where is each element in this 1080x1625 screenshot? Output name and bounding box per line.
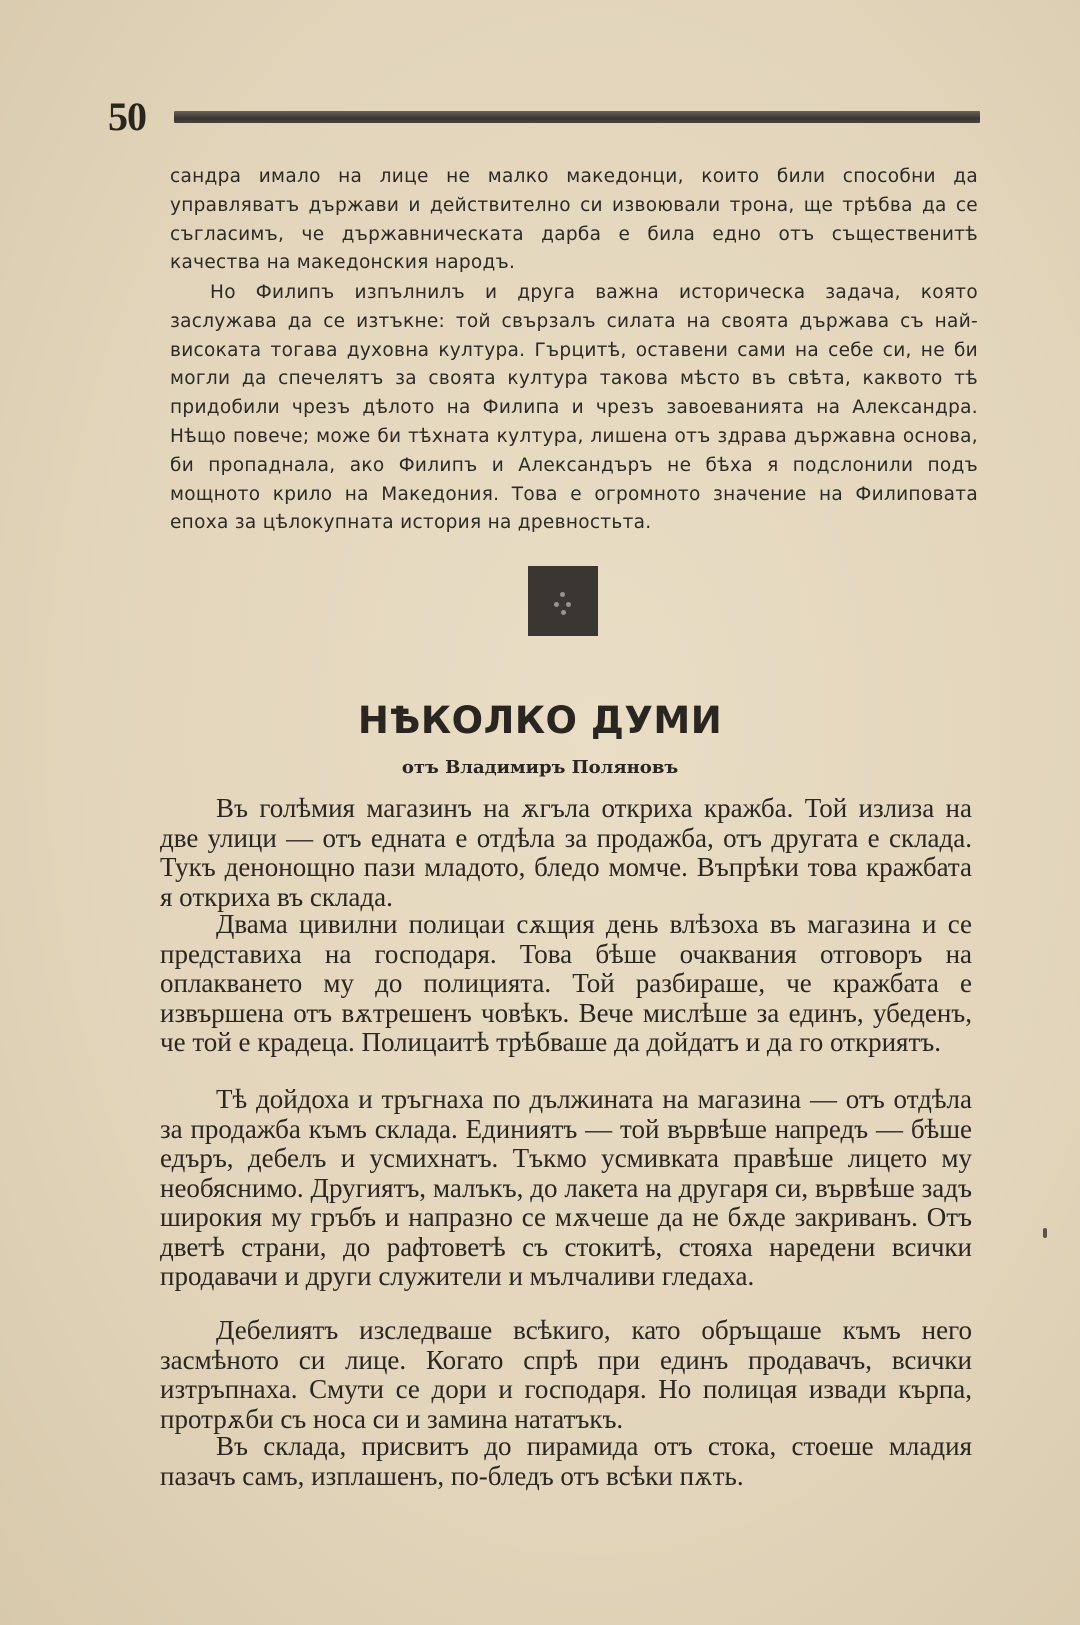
story-paragraph-2: Двама цивилни полицаи сѫщия день влѣзоха въ магазина и се представиха на господаря. Това бѣше очаквания отговоръ на оплакването му до полицията. Той разбираше, че кражбата е извършена отъ вѫтрешенъ човѣкъ. Вече мислѣше за единъ, убеденъ, че той е крадеца. Полицаитѣ трѣбваше да дойдатъ и да го откриятъ. [160, 909, 972, 1057]
essay-paragraph-2: Но Филипъ изпълнилъ и друга важна историческа задача, която заслужава да се изтъкне: той свързалъ силата на своята държава съ най-високата тогава духовна култура. Гърцитѣ, оставени сами на себе си, не би могли да спечелятъ за своята култура такова мѣсто въ свѣта, каквото тѣ придобили чрезъ дѣлото на Филипа и чрезъ завоеванията на Александра. Нѣщо повече; може би тѣхната култура, лишена отъ здрава държавна основа, би пропаднала, ако Филипъ и Александъръ не бѣха я подслонили подъ мощното крило на Македония. Това е огромното значение на Филиповата епоха за цѣлокупната история на древностьта. [170, 282, 978, 534]
story-paragraph-3: Тѣ дойдоха и тръгнаха по дължината на магазина — отъ отдѣла за продажба къмъ склада. Единиятъ — той вървѣше напредъ — бѣше едъръ, дебелъ и усмихнатъ. Тъкмо усмивката правѣше лицето му необяснимо. Другиятъ, малъкъ, до лакета на другаря си, вървѣше задъ широкия му гръбъ и напразно се мѫчеше да не бѫде закриванъ. Отъ дветѣ страни, до рафтоветѣ съ стокитѣ, стояха наредени всички продавачи и други служители и мълчаливи гледаха. [160, 1084, 972, 1291]
story-title: НѢКОЛКО ДУМИ [357, 699, 723, 742]
page-header [108, 92, 980, 142]
header-rule [174, 111, 980, 123]
story-paragraph-4: Дебелиятъ изследваше всѣкиго, като обръщаше къмъ него засмѣното си лице. Когато спрѣ при единъ продавачъ, всички изтръпнаха. Смути се дори и господаря. Но полицая извади кърпа, протрѫби съ носа си и замина нататъкъ. [160, 1315, 972, 1434]
story-paragraph-1: Въ голѣмия магазинъ на ѫгъла откриха кражба. Той излиза на две улици — отъ едната е отдѣла за продажба, отъ другата е склада. Тукъ денонощно пази младото, бледо момче. Въпрѣки това кражбата я откриха въ склада. [160, 793, 972, 912]
story-byline: отъ Владимиръ Поляновъ [401, 757, 679, 778]
square-ornament-icon [528, 566, 598, 636]
paper-speck [1043, 1228, 1047, 1238]
page-number: 50 [108, 94, 146, 139]
story-paragraph-5: Въ склада, присвитъ до пирамида отъ стока, стоеше младия пазачъ самъ, изплашенъ, по-бледъ отъ всѣки пѫть. [160, 1431, 972, 1491]
essay-paragraph-1: сандра имало на лице не малко македонци, които били способни да управляватъ държави и действително си извоювали трона, ще трѣбва да се съгласимъ, че държавническата дарба е била едно отъ същественитѣ качества на македонския народъ. [170, 166, 978, 274]
